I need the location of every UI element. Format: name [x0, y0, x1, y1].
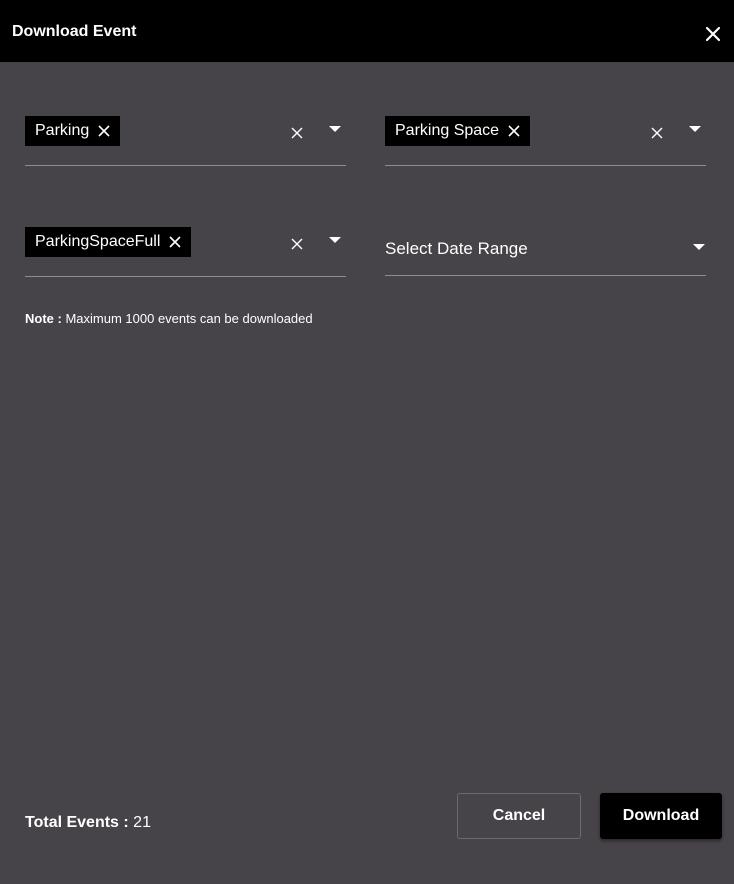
note-text: Maximum 1000 events can be downloaded: [65, 311, 313, 326]
close-icon[interactable]: [703, 24, 723, 44]
download-button[interactable]: Download: [600, 793, 722, 839]
caret-down-icon[interactable]: [329, 126, 341, 132]
chip-remove-icon[interactable]: [508, 125, 520, 137]
total-events: [25, 814, 151, 832]
total-events-label: Total Events :: [25, 814, 129, 831]
dialog-title: Download Event: [12, 23, 137, 40]
event-type-select[interactable]: [25, 227, 346, 277]
category-chip: [25, 116, 120, 146]
event-type-chip: [25, 227, 191, 257]
chip-remove-icon[interactable]: [98, 125, 110, 137]
total-events-value: 21: [133, 814, 151, 831]
chip-label: ParkingSpaceFull: [35, 233, 161, 250]
chip-remove-icon[interactable]: [169, 236, 181, 248]
category-select[interactable]: [25, 116, 346, 166]
chip-label: Parking Space: [395, 122, 500, 139]
caret-down-icon[interactable]: [693, 244, 705, 250]
download-note: [25, 311, 313, 326]
caret-down-icon[interactable]: [329, 237, 341, 243]
clear-icon[interactable]: [650, 126, 664, 140]
clear-icon[interactable]: [290, 126, 304, 140]
subcategory-chip: [385, 116, 530, 146]
date-range-select[interactable]: [385, 232, 706, 276]
cancel-button[interactable]: Cancel: [457, 793, 581, 839]
subcategory-select[interactable]: [385, 116, 706, 166]
date-range-placeholder: Select Date Range: [385, 239, 528, 258]
clear-icon[interactable]: [290, 237, 304, 251]
chip-label: Parking: [35, 122, 90, 139]
caret-down-icon[interactable]: [689, 126, 701, 132]
dialog-header: [0, 0, 734, 62]
note-label: Note :: [25, 311, 62, 326]
